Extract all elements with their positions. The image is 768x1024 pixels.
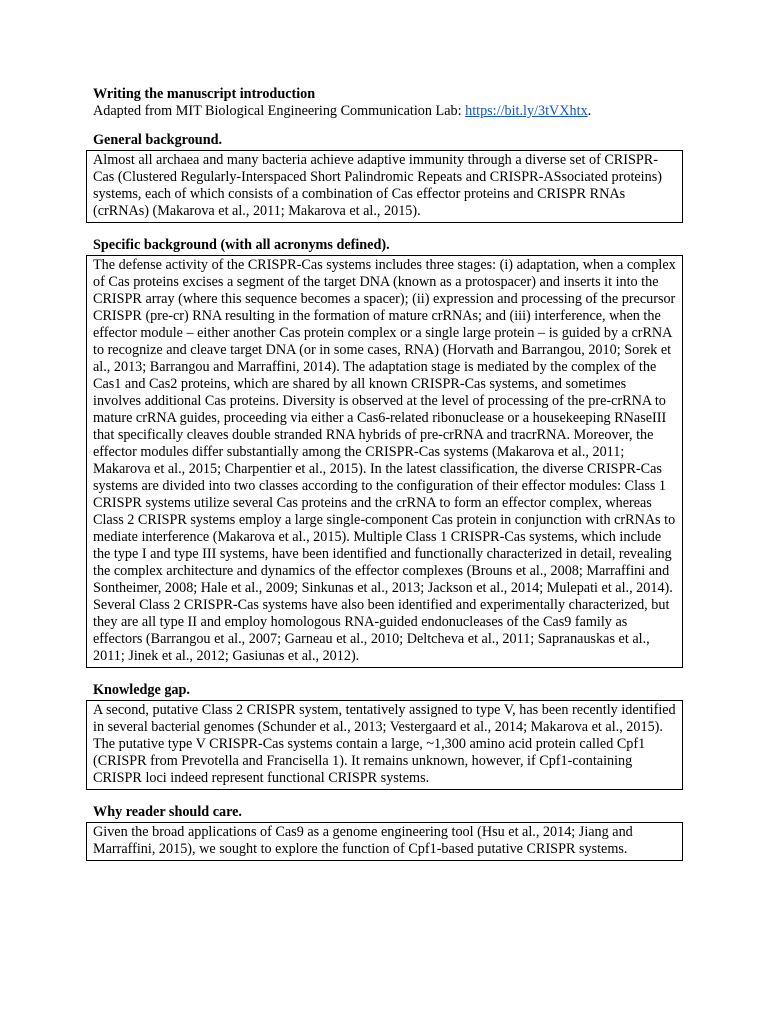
- source-suffix: .: [587, 103, 592, 119]
- section-body: Almost all archaea and many bacteria achieve adaptive immunity through a diverse set of CRISPR-Cas (Clustered Regularly-Interspaced Short Palindromic Repeats and CRISPR-ASsociated proteins) systems, each of which consists of a combination of Cas effector proteins and CRISPR RNAs (crRNAs) (Makarova et al., 2011; Makarova et al., 2015).: [93, 152, 662, 219]
- document-title: Writing the manuscript introduction: [93, 86, 316, 102]
- document-page: [93, 86, 693, 861]
- section-heading: General background.: [93, 132, 223, 148]
- section-heading: Specific background (with all acronyms defined).: [93, 237, 390, 253]
- section-body: A second, putative Class 2 CRISPR system, tentatively assigned to type V, has been recently identified in several bacterial genomes (Schunder et al., 2013; Vestergaard et al., 2014; Makarova et al., 2015). The putative type V CRISPR-Cas systems contain a large, ~1,300 amino acid protein called Cpf1 (CRISPR from Prevotella and Francisella 1). It remains unknown, however, if Cpf1-containing CRISPR loci indeed represent functional CRISPR systems.: [93, 702, 676, 786]
- source-prefix: Adapted from MIT Biological Engineering Communication Lab:: [93, 103, 466, 119]
- section-body: Given the broad applications of Cas9 as a genome engineering tool (Hsu et al., 2014; Jiang and Marraffini, 2015), we sought to explore the function of Cpf1-based putative CRISPR systems.: [93, 824, 633, 857]
- section-knowledge-gap: [93, 682, 693, 790]
- section-why-reader-should-care: [93, 804, 693, 861]
- section-heading: Why reader should care.: [93, 804, 242, 820]
- section-heading: Knowledge gap.: [93, 682, 190, 698]
- section-text-box: [86, 255, 683, 668]
- section-text-box: [86, 150, 683, 223]
- section-general-background: [93, 132, 693, 223]
- section-text-box: [86, 700, 683, 790]
- source-line: [93, 103, 693, 120]
- source-link[interactable]: https://bit.ly/3tVXhtx: [465, 103, 588, 119]
- section-specific-background: [93, 237, 693, 668]
- section-body: The defense activity of the CRISPR-Cas systems includes three stages: (i) adaptation, when a complex of Cas proteins excises a segment of the target DNA (known as a protospacer) and inserts it into the CRISPR array (where this sequence becomes a spacer); (ii) expression and processing of the precursor CRISPR (pre-cr) RNA resulting in the formation of mature crRNAs; and (iii) interference, when the effector module – either another Cas protein complex or a single large protein – is guided by a crRNA to recognize and cleave target DNA (or in some cases, RNA) (Horvath and Barrangou, 2010; Sorek et al., 2013; Barrangou and Marraffini, 2014). The adaptation stage is mediated by the complex of the Cas1 and Cas2 proteins, which are shared by all known CRISPR-Cas systems, and sometimes involves additional Cas proteins. Diversity is observed at the level of processing of the pre-crRNA to mature crRNA guides, proceeding via either a Cas6-related ribonuclease or a housekeeping RNaseIII that specifically cleaves double stranded RNA hybrids of pre-crRNA and tracrRNA. Moreover, the effector modules differ substantially among the CRISPR-Cas systems (Makarova et al., 2011; Makarova et al., 2015; Charpentier et al., 2015). In the latest classification, the diverse CRISPR-Cas systems are divided into two classes according to the configuration of their effector modules: Class 1 CRISPR systems utilize several Cas proteins and the crRNA to form an effector complex, whereas Class 2 CRISPR systems employ a large single-component Cas protein in conjunction with crRNAs to mediate interference (Makarova et al., 2015). Multiple Class 1 CRISPR-Cas systems, which include the type I and type III systems, have been identified and functionally characterized in detail, revealing the complex architecture and dynamics of the effector complexes (Brouns et al., 2008; Marraffini and Sontheimer, 2008; Hale et al., 2009; Sinkunas et al., 2013; Jackson et al., 2014; Mulepati et al., 2014). Several Class 2 CRISPR-Cas systems have also been identified and experimentally characterized, but they are all type II and employ homologous RNA-guided endonucleases of the Cas9 family as effectors (Barrangou et al., 2007; Garneau et al., 2010; Deltcheva et al., 2011; Sapranauskas et al., 2011; Jinek et al., 2012; Gasiunas et al., 2012).: [93, 257, 676, 664]
- section-text-box: [86, 822, 683, 861]
